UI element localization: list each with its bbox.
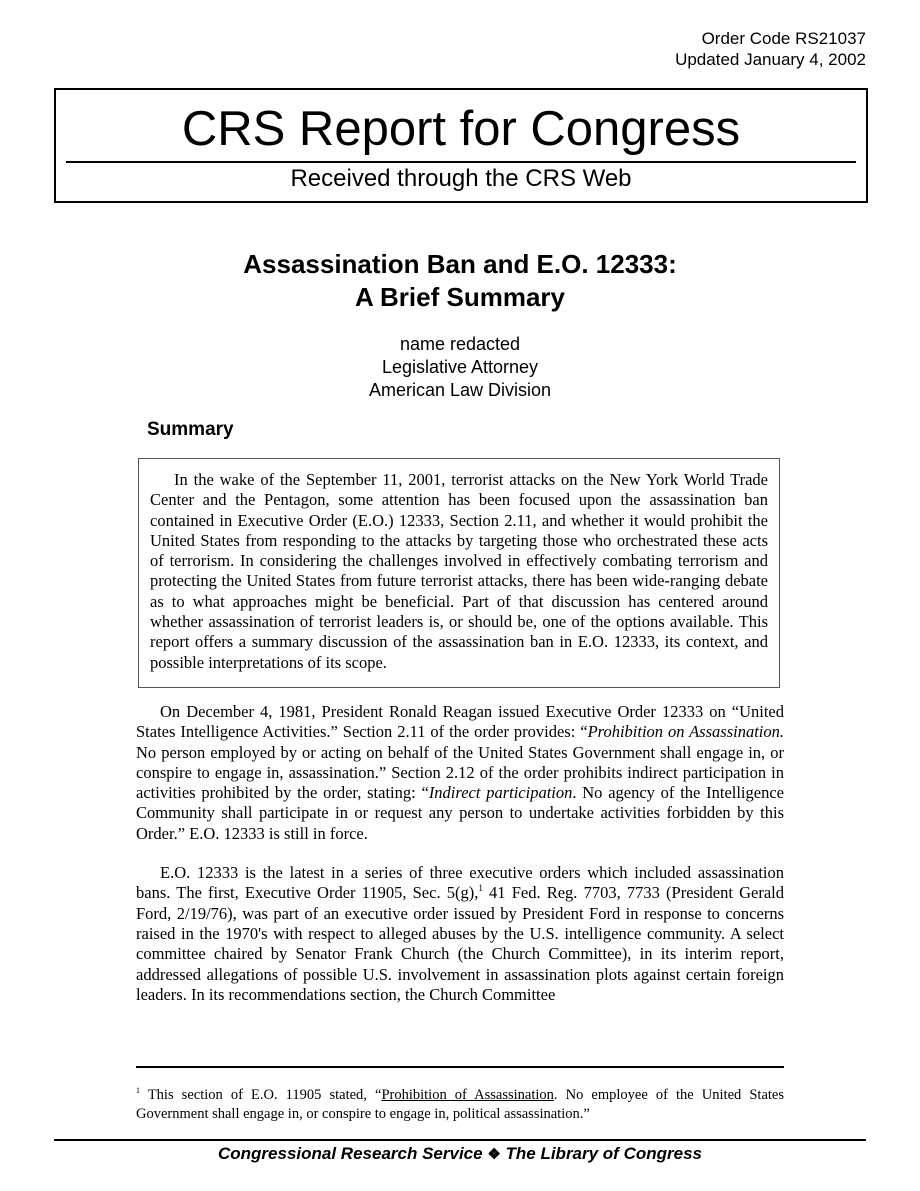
report-title-line2: A Brief Summary xyxy=(355,282,565,312)
body-p1-italic-heading: Prohibition on Assassination. xyxy=(587,722,784,742)
author-title: Legislative Attorney xyxy=(381,357,539,377)
summary-heading: Summary xyxy=(147,419,234,440)
summary-box xyxy=(138,458,780,688)
order-code: Order Code RS21037 xyxy=(701,29,866,48)
author-name: name redacted xyxy=(399,334,521,354)
body-p1-text-a: On December 4, 1981, President Ronald Reagan issued Executive Order 12333 on “United States Intelligence Activities.” Section 2.11 of the order provides: “ xyxy=(136,702,784,742)
masthead-box xyxy=(54,88,868,203)
author-division: American Law Division xyxy=(368,380,552,400)
footer xyxy=(0,1143,920,1166)
body-p1-text-c: . No agency of the Intelligence Community shall participate in or request any person to undertake activities forbidden by this Order.” E.O. 12333 is still in force. xyxy=(136,783,784,843)
footer-right: The Library of Congress xyxy=(505,1144,702,1163)
footnote xyxy=(136,1086,784,1124)
body-text xyxy=(136,702,784,1005)
footnote-number: 1 xyxy=(136,1086,140,1095)
footer-rule xyxy=(54,1139,866,1141)
masthead-subtitle: Received through the CRS Web xyxy=(290,165,632,192)
report-title xyxy=(0,248,920,314)
footnote-text-a: This section of E.O. 11905 stated, “ xyxy=(140,1087,382,1103)
body-p2-text-a: E.O. 12333 is the latest in a series of three executive orders which included assassination bans. The first, Executive Order 11905, Sec. 5(g), xyxy=(136,863,784,903)
body-paragraph-1 xyxy=(136,702,784,844)
footnote-underlined-heading: Prohibition of Assassination xyxy=(381,1087,554,1103)
body-p1-italic-heading-2: Indirect participation xyxy=(428,783,573,803)
diamond-separator-icon: ❖ xyxy=(487,1146,501,1163)
author-block xyxy=(0,333,920,402)
body-p1-text-b: No person employed by or acting on behalf of the United States Government shall engage in, or conspire to engage in, assassination.” Section 2.12 of the order prohibits indirect participation in activities prohibited by the order, stating: “ xyxy=(136,742,784,803)
footnote-rule xyxy=(136,1066,784,1068)
updated-date: Updated January 4, 2002 xyxy=(675,50,866,69)
body-paragraph-2 xyxy=(136,863,784,1005)
footer-left: Congressional Research Service xyxy=(218,1144,483,1163)
report-title-line1: Assassination Ban and E.O. 12333: xyxy=(243,249,677,279)
summary-text: In the wake of the September 11, 2001, terrorist attacks on the New York World Trade Center and the Pentagon, some attention has been focused upon the assassination ban contained in Executive Order (E.O.) 12333, Section 2.11, and whether it would prohibit the United States from responding to the attacks by targeting those who orchestrated these acts of terrorism. In considering the challenges involved in effectively combating terrorism and protecting the United States from future terrorist attacks, there has been wide-ranging debate as to what approaches might be beneficial. Part of that discussion has centered around whether assassination of terrorist leaders is, or should be, one of the options available. This report offers a summary discussion of the assassination ban in E.O. 12333, its context, and possible interpretations of its scope. xyxy=(150,470,768,672)
masthead-rule xyxy=(66,161,856,163)
body-p2-text-b: 41 Fed. Reg. 7703, 7733 (President Gerald Ford, 2/19/76), was part of an executive order issued by President Ford in response to concerns raised in the 1970's with respect to alleged abuses by the U.S. intelligence community. A select committee chaired by Senator Frank Church (the Church Committee), in its interim report, addressed allegations of possible U.S. involvement in assassination plots against certain foreign leaders. In its recommendations section, the Church Committee xyxy=(136,883,785,1004)
masthead-title: CRS Report for Congress xyxy=(181,102,741,156)
footnote-reference[interactable]: 1 xyxy=(478,883,483,894)
footnote-text-b: . No employee of the United States Government shall engage in, or conspire to engage in, political assassination.” xyxy=(136,1087,784,1122)
order-info xyxy=(675,28,866,70)
